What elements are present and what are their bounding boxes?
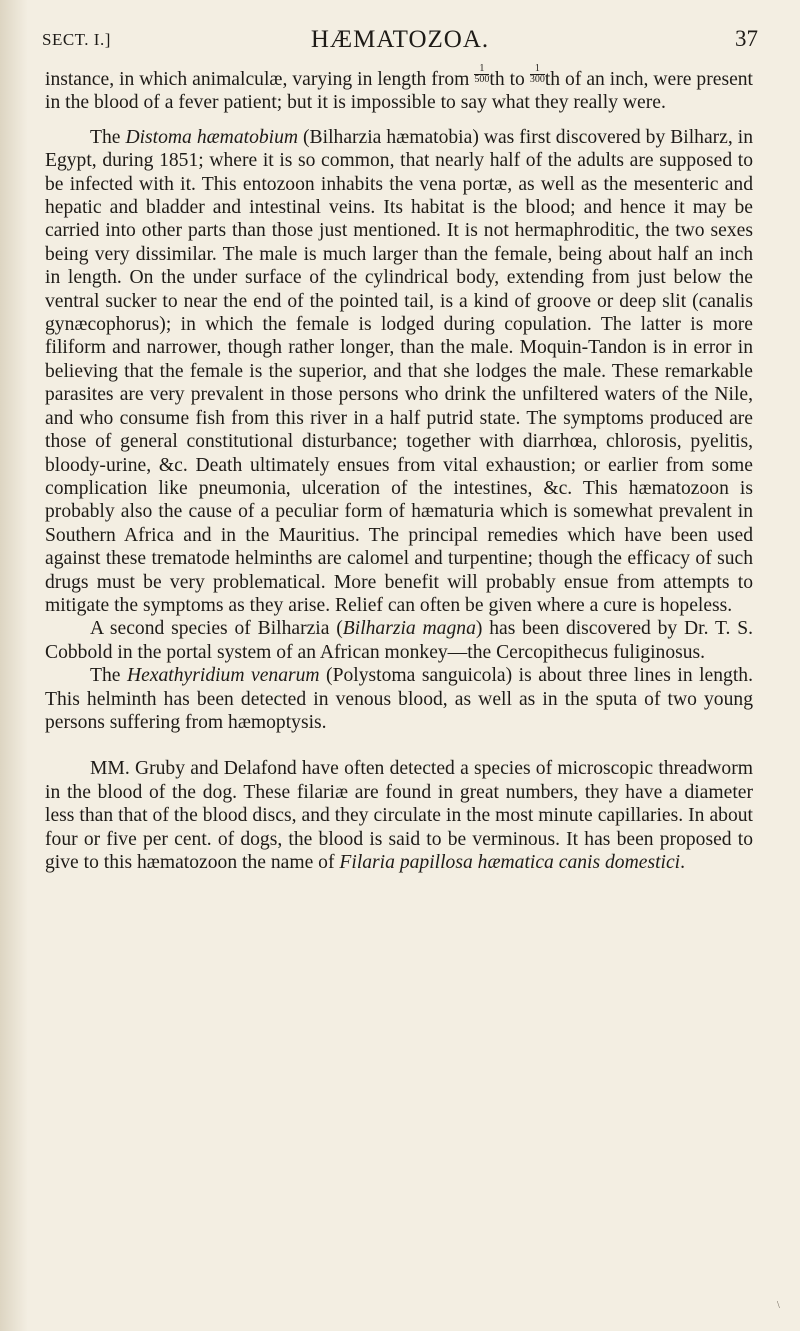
text-run: .: [680, 852, 686, 873]
text-run: th of an inch, were present in the blood of a fever patient; but it is impossible to say what they really were.: [45, 69, 754, 114]
running-header: [42, 24, 758, 58]
fraction-2: [530, 64, 545, 85]
text-run: th to: [489, 69, 530, 90]
species-name: Hexathyridium venarum: [126, 665, 320, 687]
species-name: Filaria papillosa hæmatica canis domestici: [339, 852, 681, 873]
paragraph-2: [45, 126, 753, 618]
text-run: ) has been discovered by Dr. T. S. Cobbold in the portal system of an African monkey—the Cercopithecus fuliginosus.: [45, 618, 753, 663]
stray-mark: \: [777, 1300, 780, 1311]
section-label: SECT. I.]: [42, 30, 111, 49]
body-text: [45, 64, 753, 874]
paragraph-4: [45, 664, 753, 734]
running-title: HÆMATOZOA.: [310, 26, 490, 53]
fraction-denominator: 300: [529, 74, 545, 85]
fraction-numerator: 1: [530, 64, 545, 75]
fraction-denominator: 500: [474, 74, 490, 85]
paragraph-3: [45, 617, 753, 664]
paragraph-1: [45, 64, 753, 115]
page-number: 37: [735, 26, 758, 51]
page-gutter-shadow: [0, 0, 28, 1331]
text-run: (Polystoma sanguicola) is about three lines in length. This helminth has been detected in venous blood, as well as in the sputa of two young persons suffering from hæmoptysis.: [45, 665, 753, 733]
text-run: The: [90, 665, 127, 687]
fraction-numerator: 1: [474, 64, 489, 75]
species-name: Distoma hæmatobium: [125, 126, 299, 148]
text-run: (Bilharzia hæmatobia) was first discovered by Bilharz, in Egypt, during 1851; where it is so common, that nearly half of the adults are supposed to be infected with it. This entozoon inhabits the vena portæ, as well as the mesenteric and hepatic and bladder and intestinal veins. Its habitat is the blood; and hence it may be carried into other parts than those just mentioned. It is not hermaphroditic, the two sexes being very dissimilar. The male is much larger than the female, being about half an inch in length. On the under surface of the cylindrical body, extending from just below the ventral sucker to near the end of the pointed tail, is a kind of groove or deep slit (canalis gynæcophorus); in which the female is lodged during copulation. The latter is more filiform and narrower, though rather longer, than the male. Moquin-Tandon is in error in believing that the female is the superior, and that she lodges the male. These remarkable parasites are very prevalent in those persons who drink the unfiltered waters of the Nile, and who consume fish from this river in a half putrid state. The symptoms produced are those of general constitutional disturbance; together with diarrhœa, chlorosis, pyelitis, bloody-urine, &c. Death ultimately ensues from vital exhaustion; or earlier from some complication like pneumonia, ulceration of the intestines, &c. This hæmatozoon is probably also the cause of a peculiar form of hæmaturia which is somewhat prevalent in Southern Africa and in the Mauritius. The principal remedies which have been used against these trematode helminths are calomel and turpentine; though the efficacy of such drugs must be very problematical. More benefit will probably ensue from attempts to mitigate the symptoms as they arise. Relief can often be given where a cure is hopeless.: [45, 126, 753, 616]
text-run: The: [90, 126, 126, 148]
text-run: A second species of Bilharzia (: [90, 618, 343, 640]
species-name: Bilharzia magna: [342, 618, 476, 640]
text-run: MM. Gruby and Delafond have often detected a species of microscopic threadworm in the blood of the dog. These filariæ are found in great numbers, they have a diameter less than that of the blood discs, and they circulate in the most minute capillaries. In about four or five per cent. of dogs, the blood is said to be verminous. It has been proposed to give to this hæmatozoon the name of: [45, 758, 753, 873]
paragraph-5: [45, 757, 753, 874]
fraction-1: [474, 64, 489, 85]
text-run: instance, in which animalculæ, varying in length from: [45, 69, 475, 90]
